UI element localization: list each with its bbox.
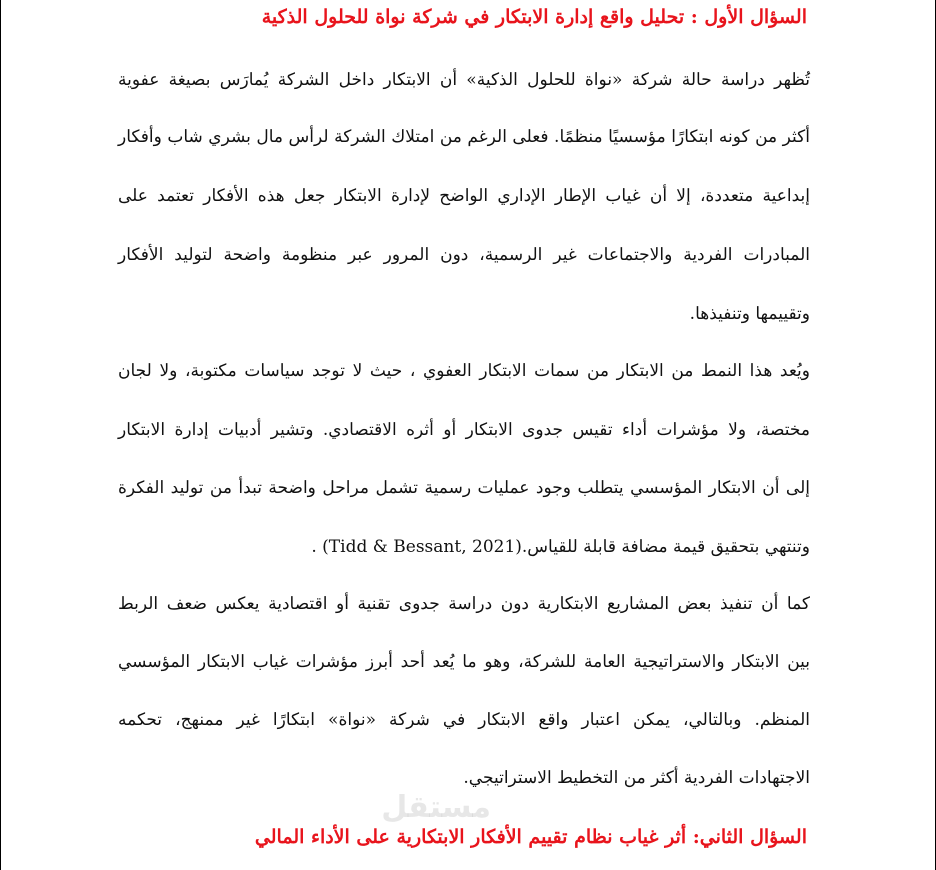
- paragraph-1-line-5: وتقييمها وتنفيذها.: [689, 304, 810, 324]
- section-heading-2: السؤال الثاني: أثر غياب نظام تقييم الأفكار الابتكارية على الأداء المالي: [254, 826, 807, 848]
- paragraph-2-line-3: إلى أن الابتكار المؤسسي يتطلب وجود عمليات رسمية تشمل مراحل واضحة تبدأ من توليد الفكرة: [118, 478, 810, 498]
- section-heading-1: السؤال الأول : تحليل واقع إدارة الابتكار في شركة نواة للحلول الذكية: [261, 6, 807, 28]
- paragraph-1-line-3: إبداعية متعددة، إلا أن غياب الإطار الإداري الواضح لإدارة الابتكار جعل هذه الأفكار تعتمد على: [118, 186, 810, 206]
- paragraph-3-line-4: الاجتهادات الفردية أكثر من التخطيط الاستراتيجي.: [463, 768, 810, 788]
- paragraph-2-line-2: مختصة، ولا مؤشرات أداء تقيس جدوى الابتكار أو أثره الاقتصادي. وتشير أدبيات إدارة الابتكار: [118, 420, 810, 440]
- paragraph-2-line-1: ويُعد هذا النمط من الابتكار من سمات الابتكار العفوي ، حيث لا توجد سياسات مكتوبة، ولا لجان: [118, 361, 810, 381]
- paragraph-1-line-2: أكثر من كونه ابتكارًا مؤسسيًا منظمًا. فعلى الرغم من امتلاك الشركة لرأس مال بشري شاب وأفكار: [118, 127, 810, 147]
- document-content: [1, 0, 936, 870]
- paragraph-1-line-1: تُظهر دراسة حالة شركة «نواة للحلول الذكية» أن الابتكار داخل الشركة يُمارَس بصيغة عفوية: [118, 70, 810, 90]
- paragraph-1-line-4: المبادرات الفردية والاجتماعات غير الرسمية، دون المرور عبر منظومة واضحة لتوليد الأفكار: [118, 245, 810, 265]
- paragraph-3-line-2: بين الابتكار والاستراتيجية العامة للشركة، وهو ما يُعد أحد أبرز مؤشرات غياب الابتكار المؤسسي: [118, 652, 810, 672]
- watermark-logo: مستقل: [381, 790, 491, 825]
- paragraph-3-line-1: كما أن تنفيذ بعض المشاريع الابتكارية دون دراسة جدوى تقنية أو اقتصادية يعكس ضعف الربط: [118, 594, 810, 614]
- paragraph-2-line-4: وتنتهي بتحقيق قيمة مضافة قابلة للقياس.(Tidd & Bessant, 2021) .: [311, 537, 810, 557]
- paragraph-3-line-3: المنظم. وبالتالي، يمكن اعتبار واقع الابتكار في شركة «نواة» ابتكارًا غير ممنهج، تحكمه: [118, 710, 810, 730]
